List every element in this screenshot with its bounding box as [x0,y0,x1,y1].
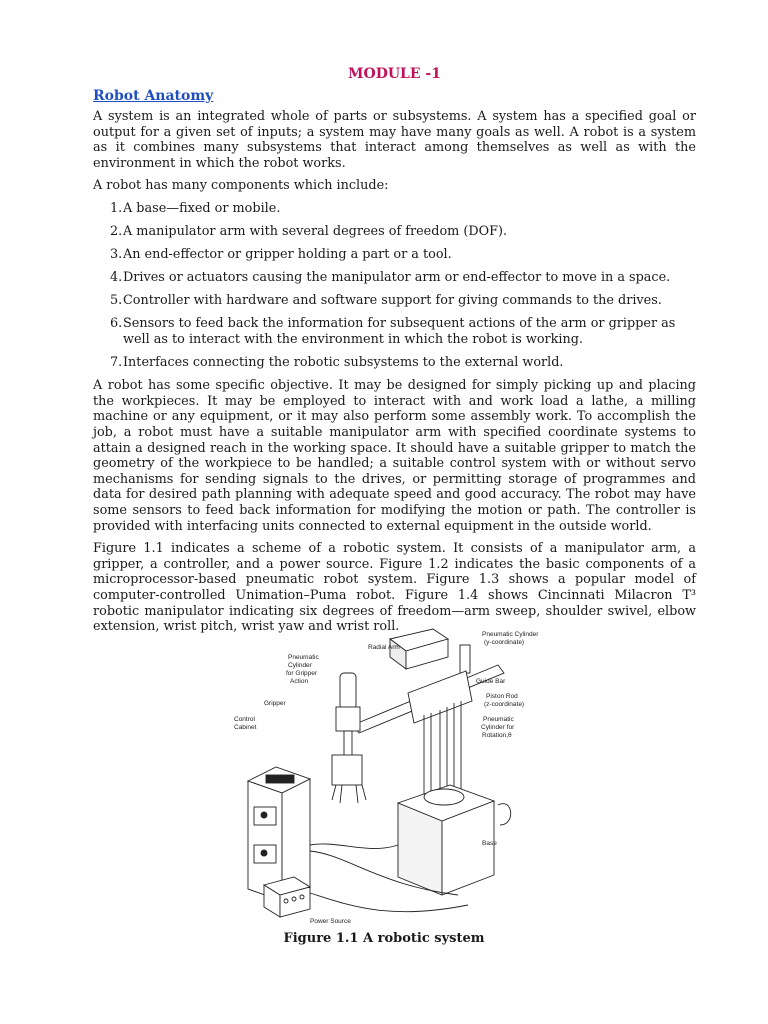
robot-diagram [228,625,539,925]
page-content [93,60,696,642]
paragraph-objective: A robot has some specific objective. It may be designed for simply picking up and placing the workpieces. It may be employed to interact with and work load a lathe, a milling machine or any equipment, or it may also perform some assembly work. To accomplish the job, a robot must have a suitable manipulator arm with specified coordinate systems to attain a designed reach in the working space. It should have a suitable gripper to match the geometry of the workpiece to be handled; a suitable control system with or without servo mechanisms for sending signals to the drives, or permitting storage of programmes and data for desired path planning with adequate speed and good accuracy. The robot may have some sensors to feed back information for modifying the motion or path. The controller is provided with interfacing units connected to external equipment in the outside world. [93,378,696,534]
svg-text:Guide Bar: Guide Bar [476,678,506,685]
paragraph-intro: A system is an integrated whole of parts or subsystems. A system has a specified goal or output for a given set of inputs; a system may have many goals as well. A robot is a system as it combines many subsystems that interact among themselves as well as with the environment in which the robot works. [93,109,696,171]
svg-text:Cylinder: Cylinder [288,662,312,669]
svg-text:Rotation,θ: Rotation,θ [482,732,512,739]
list-item: 1. A base—fixed or mobile. [110,200,281,216]
list-item: 6. Sensors to feed back the information for subsequent actions of the arm or gripper as well as to interact with the environment in which the robot is working. [110,316,676,348]
svg-text:for Gripper: for Gripper [286,670,318,677]
svg-text:Cylinder for: Cylinder for [481,724,515,731]
svg-text:Radial Arm: Radial Arm [368,644,400,651]
svg-text:Pneumatic: Pneumatic [483,716,514,723]
list-item: 4. Drives or actuators causing the manipulator arm or end-effector to move in a space. [110,270,671,286]
svg-text:(y-coordinate): (y-coordinate) [484,639,525,646]
section-title: Robot Anatomy [93,88,214,104]
svg-text:Action: Action [290,678,309,685]
svg-text:Base: Base [482,840,497,847]
svg-text:(z-coordinate): (z-coordinate) [484,701,525,708]
list-item: 5. Controller with hardware and software support for giving commands to the drives. [110,293,662,309]
svg-text:Power Source: Power Source [310,918,351,925]
svg-text:Pneumatic Cylinder: Pneumatic Cylinder [482,631,539,638]
components-list [93,201,696,371]
module-title: MODULE -1 [348,66,441,82]
paragraph-figures: Figure 1.1 indicates a scheme of a robotic system. It consists of a manipulator arm, a gripper, a controller, and a power source. Figure 1.2 indicates the basic components of a microprocessor-based pneumatic robot system. Figure 1.3 shows a popular model of computer-controlled Unimation–Puma robot. Figure 1.4 shows Cincinnati Milacron T³ robotic manipulator indicating six degrees of freedom—arm sweep, shoulder swivel, elbow extension, wrist pitch, wrist yaw and wrist roll. [93,541,696,635]
list-item: 3. An end-effector or gripper holding a part or a tool. [110,247,452,263]
robotic-system-figure [228,625,539,925]
figure-caption: Figure 1.1 A robotic system [283,931,485,946]
svg-text:Piston Rod: Piston Rod [486,693,518,700]
svg-text:Cabinet: Cabinet [234,724,257,731]
svg-text:Gripper: Gripper [264,700,286,707]
list-item: 7. Interfaces connecting the robotic subsystems to the external world. [110,355,564,371]
paragraph-components-lead: A robot has many components which include: [93,178,389,194]
list-item: 2. A manipulator arm with several degrees of freedom (DOF). [110,224,508,240]
svg-text:Control: Control [234,716,255,723]
svg-text:Pneumatic: Pneumatic [288,654,319,661]
